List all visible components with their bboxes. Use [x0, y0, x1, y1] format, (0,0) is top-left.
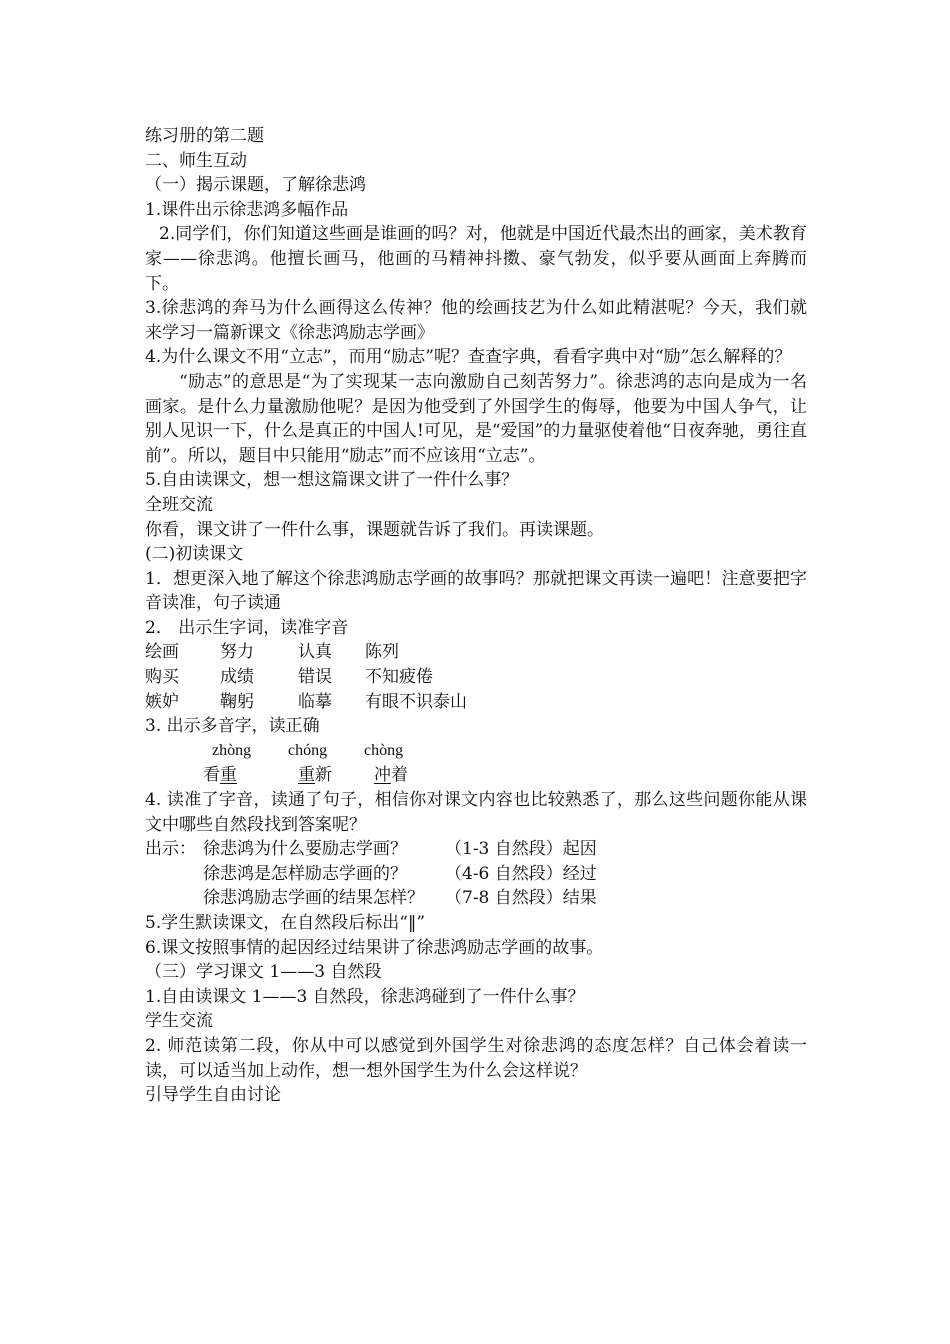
paragraph-step-3: 3.徐悲鸿的奔马为什么画得这么传神？他的绘画技艺为什么如此精湛呢？今天，我们就来学习一篇新课文《徐悲鸿励志学画》 [145, 298, 807, 343]
guided-discussion: 引导学生自由讨论 [145, 1085, 281, 1106]
subsection-heading-1: （一）揭示课题，了解徐悲鸿 [145, 175, 366, 196]
paragraph-step-4: 4.为什么课文不用“立志”，而用“励志”呢？查查字典，看看字典中对“励”怎么解释的？ [145, 347, 792, 368]
pinyin-2: chóng [288, 741, 328, 759]
step-free-read: 1.自由读课文 1——3 自然段，徐悲鸿碰到了一件什么事？ [145, 986, 585, 1007]
paragraph-lizhi-explanation: “励志”的意思是“为了实现某一志向激励自己刻苦努力”。徐悲鸿的志向是成为一名画家。是什么力量激励他呢？是因为他受到了外国学生的侮辱，他要为中国人争气，让别人见识一下，什么是真正的中国人!可见，是“爱国”的力量驱使着他“日夜奔驰，勇往直前”。所以，题目中只能用“励志”而不应该用“立志”。 [145, 371, 807, 466]
document-page [145, 124, 815, 1108]
vocab-word: 临摹 [298, 691, 332, 712]
vocab-row [145, 640, 815, 665]
vocab-word: 绘画 [145, 642, 179, 663]
vocab-word: 鞠躬 [220, 691, 254, 712]
step-new-words: 2． 出示生字词，读准字音 [145, 617, 349, 638]
vocab-word: 陈列 [365, 642, 399, 663]
step-1: 1.课件出示徐悲鸿多幅作品 [145, 199, 349, 220]
step-polyphones: 3. 出示多音字，读正确 [145, 716, 320, 737]
polyphone-word-1: 看重 [203, 765, 237, 786]
polyphone-row [145, 763, 815, 788]
vocab-word: 购买 [145, 667, 179, 688]
outline-row [145, 837, 815, 862]
paragraph-questions-intro: 4. 读准了字音，读通了句子，相信你对课文内容也比较熟悉了，那么这些问题你能从课文中哪些自然段找到答案呢？ [145, 790, 807, 835]
step-silent-read: 5.学生默读课文，在自然段后标出“‖” [145, 913, 426, 933]
subsection-heading-2: (二)初读课文 [145, 544, 244, 565]
outline-range: （1-3 自然段）起因 [445, 839, 597, 860]
vocab-word: 有眼不识泰山 [365, 691, 467, 712]
outline-question: 徐悲鸿为什么要励志学画？ [203, 839, 407, 860]
polyphone-word-2: 重新 [298, 765, 332, 786]
polyphone-word-3: 冲着 [374, 765, 408, 786]
outline-range: （4-6 自然段）经过 [445, 863, 597, 884]
pinyin-1: zhòng [212, 741, 252, 759]
section-heading-2: 二、师生互动 [145, 150, 247, 171]
paragraph-read-again: 1．想更深入地了解这个徐悲鸿励志学画的故事吗？那就把课文再读一遍吧！注意要把字音读准，句子读通 [145, 568, 807, 614]
vocab-word: 认真 [298, 642, 332, 663]
pinyin-3: chòng [364, 741, 404, 759]
class-exchange: 全班交流 [145, 494, 213, 515]
outline-range: （7-8 自然段）结果 [445, 888, 597, 909]
paragraph-step-2: 2.同学们，你们知道这些画是谁画的吗？对，他就是中国近代最杰出的画家，美术教育家——徐悲鸿。他擅长画马，他画的马精神抖擞、豪气勃发，似乎要从画面上奔腾而下。 [145, 224, 807, 294]
vocab-word: 不知疲倦 [365, 667, 433, 688]
outline-row [145, 886, 815, 911]
outline-question: 徐悲鸿是怎样励志学画的？ [203, 863, 407, 884]
vocab-row [145, 690, 815, 715]
vocab-word: 成绩 [220, 667, 254, 688]
outline-label: 出示： [145, 839, 196, 860]
line-exercise: 练习册的第二题 [145, 126, 264, 146]
pinyin-row [145, 739, 815, 764]
step-story-structure: 6.课文按照事情的起因经过结果讲了徐悲鸿励志学画的故事。 [145, 937, 604, 958]
reread-title: 你看，课文讲了一件什么事，课题就告诉了我们。再读课题。 [145, 519, 604, 540]
outline-question: 徐悲鸿励志学画的结果怎样？ [203, 888, 424, 909]
student-exchange: 学生交流 [145, 1011, 213, 1032]
step-5: 5.自由读课文，想一想这篇课文讲了一件什么事？ [145, 470, 519, 491]
vocab-row [145, 665, 815, 690]
vocab-word: 嫉妒 [145, 691, 179, 712]
outline-row [145, 862, 815, 887]
subsection-heading-3: （三）学习课文 1——3 自然段 [145, 962, 382, 983]
vocab-word: 错误 [298, 667, 332, 688]
vocab-word: 努力 [220, 642, 254, 663]
paragraph-model-reading: 2. 师范读第二段，你从中可以感觉到外国学生对徐悲鸿的态度怎样？自己体会着读一读，可以适当加上动作，想一想外国学生为什么会这样说？ [145, 1035, 807, 1081]
